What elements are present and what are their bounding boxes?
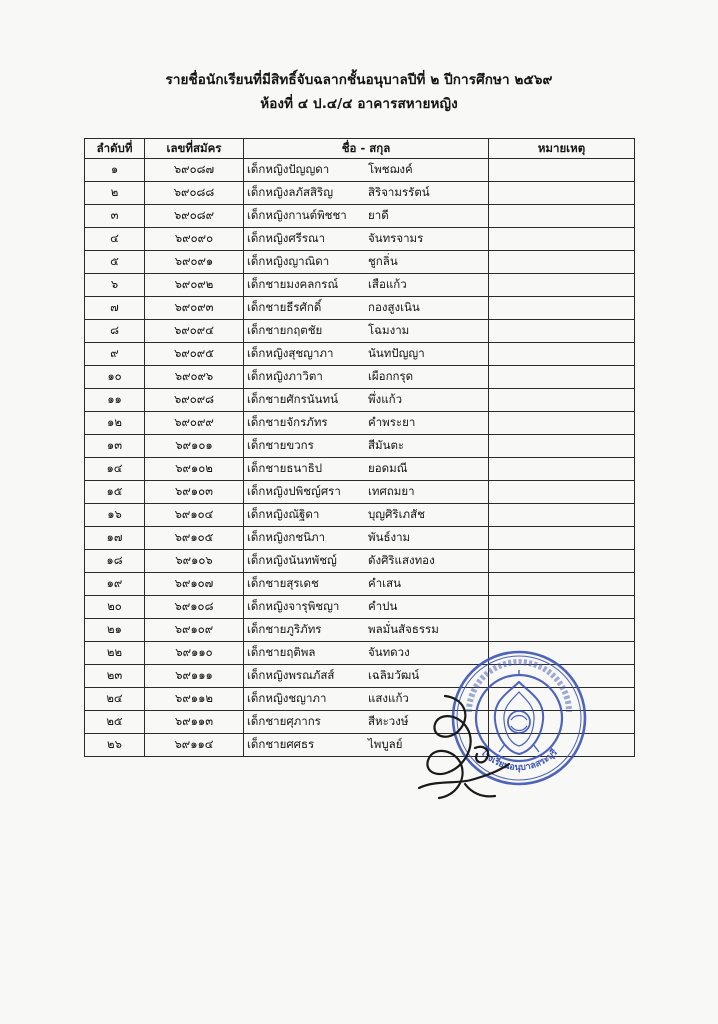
remark-cell <box>489 251 635 274</box>
row-number-cell: ๓ <box>85 205 145 228</box>
row-number-cell: ๕ <box>85 251 145 274</box>
last-name: เผือกกรุด <box>368 369 414 383</box>
first-name: เด็กหญิงลภัสสิริญ <box>247 185 333 199</box>
row-number-cell: ๑๑ <box>85 389 145 412</box>
row-number-cell: ๑๘ <box>85 550 145 573</box>
application-number-cell: ๖๙๑๑๐ <box>145 642 244 665</box>
last-name: คำปน <box>368 599 398 613</box>
remark-cell <box>489 320 635 343</box>
first-name: เด็กชายกฤตชัย <box>247 323 323 337</box>
remark-cell <box>489 458 635 481</box>
full-name-cell <box>244 182 489 205</box>
remark-cell <box>489 274 635 297</box>
first-name: เด็กชายสุรเดช <box>247 576 319 590</box>
full-name-cell <box>244 481 489 504</box>
full-name-cell <box>244 458 489 481</box>
table-row <box>85 504 635 527</box>
first-name: เด็กหญิงปพิชญ์ศรา <box>247 484 341 498</box>
row-number-cell: ๘ <box>85 320 145 343</box>
remark-cell <box>489 228 635 251</box>
first-name: เด็กหญิงชญาภา <box>247 691 327 705</box>
full-name-cell <box>244 504 489 527</box>
last-name: พึ่งแก้ว <box>368 392 403 406</box>
first-name: เด็กหญิงณัฐิดา <box>247 507 320 521</box>
application-number-cell: ๖๙๑๑๒ <box>145 688 244 711</box>
table-row <box>85 274 635 297</box>
first-name: เด็กชายศุภากร <box>247 714 321 728</box>
last-name: เทศถมยา <box>368 484 415 498</box>
full-name-cell <box>244 389 489 412</box>
application-number-cell: ๖๙๑๑๔ <box>145 734 244 757</box>
row-number-cell: ๒๑ <box>85 619 145 642</box>
application-number-cell: ๖๙๑๐๙ <box>145 619 244 642</box>
last-name: โพชฌงค์ <box>368 162 413 176</box>
table-row <box>85 159 635 182</box>
table-row <box>85 573 635 596</box>
remark-cell <box>489 297 635 320</box>
row-number-cell: ๑๖ <box>85 504 145 527</box>
table-row <box>85 182 635 205</box>
first-name: เด็กหญิงญาณิดา <box>247 254 330 268</box>
remark-cell <box>489 504 635 527</box>
application-number-cell: ๖๙๐๙๕ <box>145 343 244 366</box>
signature-icon <box>405 688 517 812</box>
remark-cell <box>489 435 635 458</box>
row-number-cell: ๑๙ <box>85 573 145 596</box>
row-number-cell: ๑๔ <box>85 458 145 481</box>
last-name: นันทปัญญา <box>368 346 425 360</box>
application-number-cell: ๖๙๐๘๙ <box>145 205 244 228</box>
last-name: เสือแก้ว <box>368 277 407 291</box>
remark-cell <box>489 366 635 389</box>
table-row <box>85 596 635 619</box>
application-number-cell: ๖๙๑๐๒ <box>145 458 244 481</box>
last-name: ยาดี <box>368 208 389 222</box>
application-number-cell: ๖๙๐๙๙ <box>145 412 244 435</box>
row-number-cell: ๑๗ <box>85 527 145 550</box>
remark-cell <box>489 389 635 412</box>
remark-cell <box>489 596 635 619</box>
document-title: รายชื่อนักเรียนที่มีสิทธิ์จับฉลากชั้นอนุบาลปีที่ ๒ ปีการศึกษา ๒๕๖๙ <box>165 72 553 88</box>
application-number-cell: ๖๙๐๙๑ <box>145 251 244 274</box>
remark-cell <box>489 159 635 182</box>
row-number-cell: ๒๒ <box>85 642 145 665</box>
last-name: สีมันตะ <box>368 438 405 452</box>
first-name: เด็กหญิงปัญญดา <box>247 162 330 176</box>
first-name: เด็กชายฤติพล <box>247 645 316 659</box>
last-name: ดังศิริแสงทอง <box>368 553 435 567</box>
last-name: บุญศิริเภสัช <box>368 507 425 521</box>
application-number-cell: ๖๙๑๑๑ <box>145 665 244 688</box>
first-name: เด็กหญิงสุชญาภา <box>247 346 334 360</box>
remark-cell <box>489 481 635 504</box>
last-name: สิริจามรรัตน์ <box>368 185 430 199</box>
last-name: ชูกลิ่น <box>368 254 398 268</box>
table-row <box>85 527 635 550</box>
table-row <box>85 205 635 228</box>
application-number-cell: ๖๙๑๑๓ <box>145 711 244 734</box>
table-row <box>85 320 635 343</box>
table-row <box>85 550 635 573</box>
first-name: เด็กหญิงจารุพิชญา <box>247 599 340 613</box>
last-name: ไพบูลย์ <box>368 737 403 751</box>
last-name: พลมั่นสัจธรรม <box>368 622 439 636</box>
table-row <box>85 389 635 412</box>
last-name: จันทดวง <box>368 645 410 659</box>
application-number-cell: ๖๙๐๙๘ <box>145 389 244 412</box>
full-name-cell <box>244 205 489 228</box>
first-name: เด็กชายจักรภัทร <box>247 415 328 429</box>
remark-cell <box>489 205 635 228</box>
first-name: เด็กหญิงนันทพัชญ์ <box>247 553 337 567</box>
remark-cell <box>489 412 635 435</box>
application-number-cell: ๖๙๐๙๐ <box>145 228 244 251</box>
full-name-cell <box>244 619 489 642</box>
table-row <box>85 481 635 504</box>
table-row <box>85 251 635 274</box>
first-name: เด็กชายธนาธิป <box>247 461 323 475</box>
header-number: ลำดับที่ <box>85 139 145 159</box>
row-number-cell: ๖ <box>85 274 145 297</box>
full-name-cell <box>244 274 489 297</box>
row-number-cell: ๙ <box>85 343 145 366</box>
table-row <box>85 343 635 366</box>
full-name-cell <box>244 435 489 458</box>
table-row <box>85 435 635 458</box>
table-row <box>85 297 635 320</box>
header-row <box>85 139 635 159</box>
application-number-cell: ๖๙๐๘๗ <box>145 159 244 182</box>
full-name-cell <box>244 297 489 320</box>
full-name-cell <box>244 527 489 550</box>
row-number-cell: ๑๒ <box>85 412 145 435</box>
full-name-cell <box>244 573 489 596</box>
application-number-cell: ๖๙๐๙๖ <box>145 366 244 389</box>
last-name: พันธ์งาม <box>368 530 411 544</box>
row-number-cell: ๒๖ <box>85 734 145 757</box>
row-number-cell: ๑ <box>85 159 145 182</box>
full-name-cell <box>244 228 489 251</box>
last-name: ยอดมณี <box>368 461 408 475</box>
document-subtitle: ห้องที่ ๔ ป.๔/๔ อาคารสหายหญิง <box>260 96 458 112</box>
row-number-cell: ๒๓ <box>85 665 145 688</box>
full-name-cell <box>244 366 489 389</box>
first-name: เด็กหญิงภาวิตา <box>247 369 323 383</box>
header-full-name: ชื่อ - สกุล <box>244 139 489 159</box>
table-row <box>85 366 635 389</box>
application-number-cell: ๖๙๑๐๖ <box>145 550 244 573</box>
last-name: เฉลิมวัฒน์ <box>368 668 420 682</box>
first-name: เด็กชายศศธร <box>247 737 315 751</box>
full-name-cell <box>244 320 489 343</box>
row-number-cell: ๒๔ <box>85 688 145 711</box>
table-row <box>85 619 635 642</box>
application-number-cell: ๖๙๐๙๔ <box>145 320 244 343</box>
remark-cell <box>489 619 635 642</box>
table-row <box>85 412 635 435</box>
last-name: โฉมงาม <box>368 323 410 337</box>
first-name: เด็กหญิงกชนิภา <box>247 530 326 544</box>
seal-bottom-text: โรงเรียนอนุบาลสระบุรี <box>478 747 560 774</box>
full-name-cell <box>244 343 489 366</box>
application-number-cell: ๖๙๐๙๓ <box>145 297 244 320</box>
row-number-cell: ๑๕ <box>85 481 145 504</box>
application-number-cell: ๖๙๑๐๔ <box>145 504 244 527</box>
application-number-cell: ๖๙๑๐๓ <box>145 481 244 504</box>
last-name: กองสูงเนิน <box>368 300 420 314</box>
application-number-cell: ๖๙๐๙๒ <box>145 274 244 297</box>
last-name: แสงแก้ว <box>368 691 409 705</box>
row-number-cell: ๑๐ <box>85 366 145 389</box>
remark-cell <box>489 527 635 550</box>
first-name: เด็กหญิงพรณภัสส์ <box>247 668 335 682</box>
row-number-cell: ๒ <box>85 182 145 205</box>
first-name: เด็กชายศักรนันทน์ <box>247 392 338 406</box>
application-number-cell: ๖๙๑๐๑ <box>145 435 244 458</box>
remark-cell <box>489 550 635 573</box>
row-number-cell: ๒๐ <box>85 596 145 619</box>
first-name: เด็กชายขวกร <box>247 438 314 452</box>
first-name: เด็กหญิงกานต์พิชชา <box>247 208 347 222</box>
first-name: เด็กชายภูริภัทร <box>247 622 322 636</box>
header-remark: หมายเหตุ <box>489 139 635 159</box>
first-name: เด็กชายมงคลกรณ์ <box>247 277 339 291</box>
remark-cell <box>489 573 635 596</box>
last-name: คำเสน <box>368 576 401 590</box>
application-number-cell: ๖๙๐๘๘ <box>145 182 244 205</box>
application-number-cell: ๖๙๑๐๗ <box>145 573 244 596</box>
row-number-cell: ๑๓ <box>85 435 145 458</box>
first-name: เด็กชายธีรศักดิ์ <box>247 300 322 314</box>
last-name: จันทรจามร <box>368 231 424 245</box>
header-application-number: เลขที่สมัคร <box>145 139 244 159</box>
first-name: เด็กหญิงศรีรณา <box>247 231 326 245</box>
full-name-cell <box>244 159 489 182</box>
table-row <box>85 458 635 481</box>
row-number-cell: ๗ <box>85 297 145 320</box>
remark-cell <box>489 182 635 205</box>
last-name: สีหะวงษ์ <box>368 714 409 728</box>
application-number-cell: ๖๙๑๐๕ <box>145 527 244 550</box>
table-header <box>85 139 635 159</box>
remark-cell <box>489 343 635 366</box>
full-name-cell <box>244 596 489 619</box>
full-name-cell <box>244 550 489 573</box>
row-number-cell: ๒๕ <box>85 711 145 734</box>
last-name: คำพระยา <box>368 415 416 429</box>
application-number-cell: ๖๙๑๐๘ <box>145 596 244 619</box>
full-name-cell <box>244 251 489 274</box>
full-name-cell <box>244 412 489 435</box>
row-number-cell: ๔ <box>85 228 145 251</box>
table-row <box>85 228 635 251</box>
